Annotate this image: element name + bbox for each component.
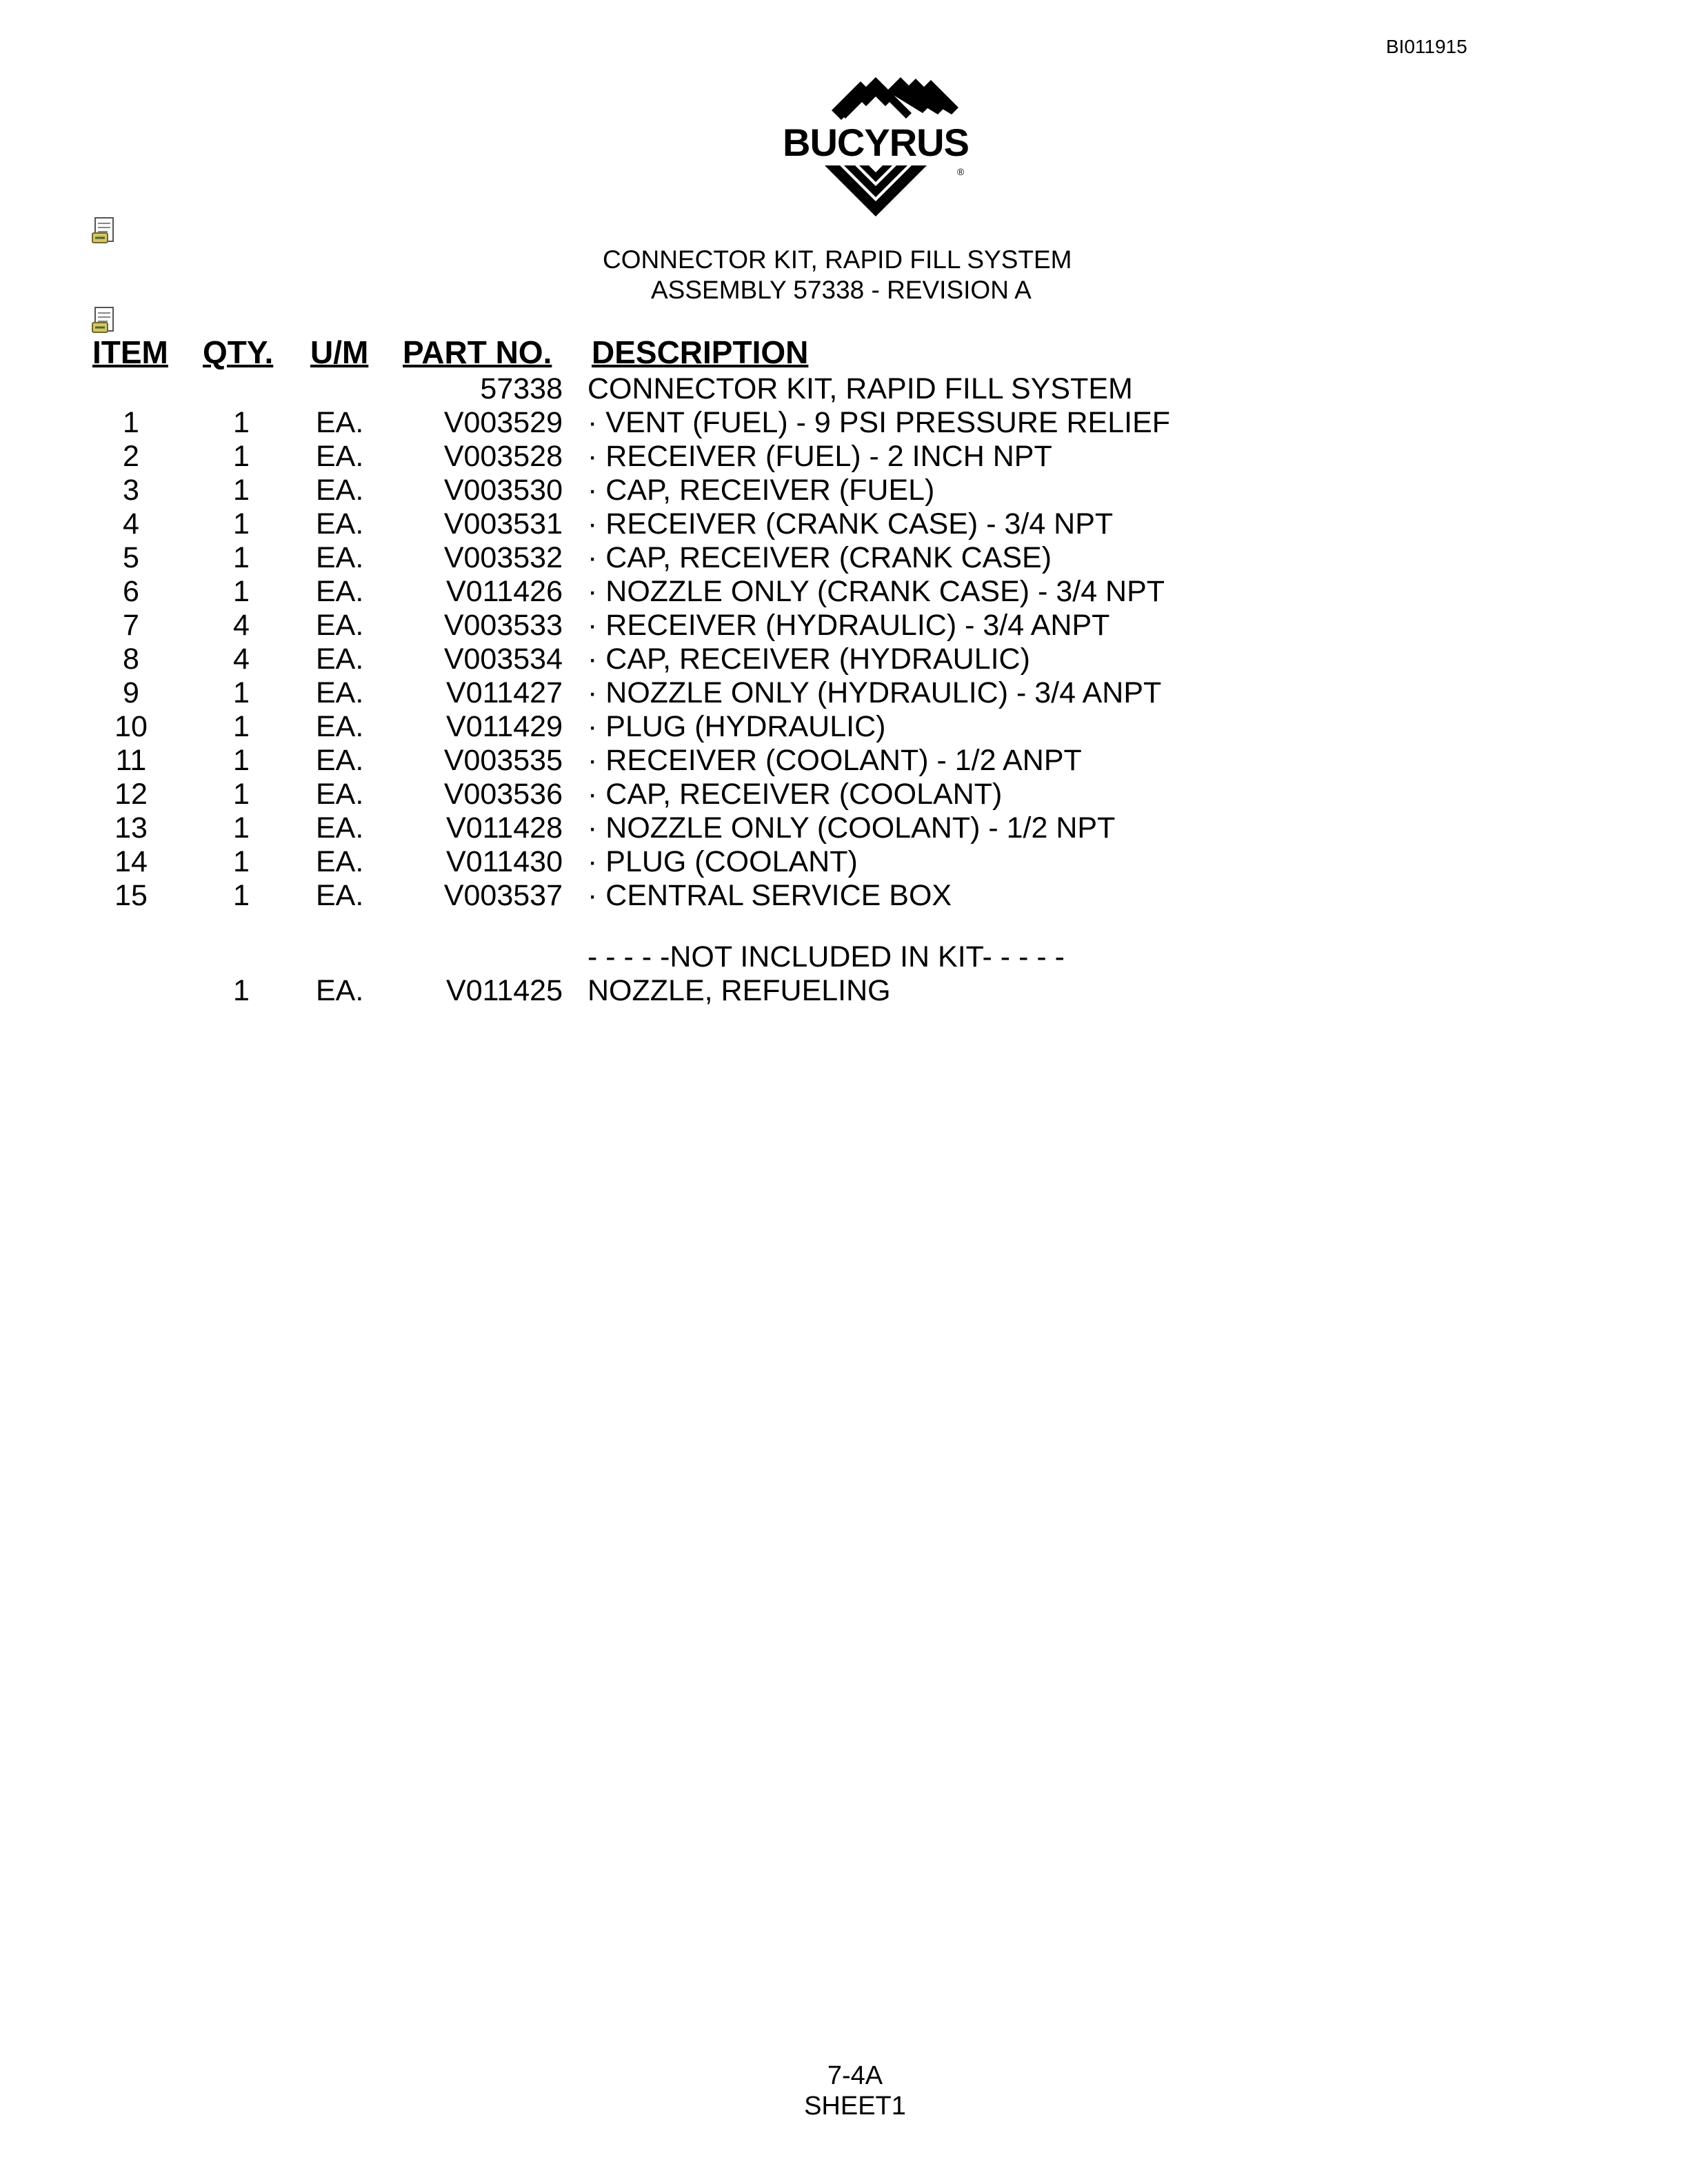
- cell-um: EA.: [316, 643, 364, 676]
- not-included-separator: [0, 940, 1688, 974]
- sheet-label: SHEET1: [804, 2092, 906, 2121]
- cell-description: · VENT (FUEL) - 9 PSI PRESSURE RELIEF: [587, 406, 1171, 439]
- cell-description: · CAP, RECEIVER (HYDRAULIC): [587, 643, 1030, 676]
- document-title: CONNECTOR KIT, RAPID FILL SYSTEM: [603, 245, 1072, 274]
- cell-description: NOZZLE, REFUELING: [587, 974, 891, 1007]
- cell-um: EA.: [316, 609, 364, 642]
- cell-part-no: V003528: [443, 440, 563, 473]
- cell-description: · PLUG (HYDRAULIC): [587, 710, 886, 743]
- cell-description: · NOZZLE ONLY (HYDRAULIC) - 3/4 ANPT: [587, 676, 1162, 709]
- cell-description: · CAP, RECEIVER (CRANK CASE): [587, 541, 1052, 574]
- cell-qty: 1: [233, 676, 250, 709]
- cell-description: CONNECTOR KIT, RAPID FILL SYSTEM: [587, 372, 1133, 405]
- cell-item: 3: [123, 474, 139, 507]
- cell-part-no: V003536: [443, 778, 563, 811]
- cell-um: EA.: [316, 406, 364, 439]
- table-row: [0, 676, 1688, 710]
- cell-part-no: V011428: [446, 811, 563, 845]
- cell-part-no: V003532: [443, 541, 563, 574]
- document-note-icon[interactable]: [91, 216, 117, 245]
- table-row: [0, 372, 1688, 406]
- cell-qty: 4: [233, 643, 250, 676]
- table-row: [0, 541, 1688, 575]
- cell-part-no: V003537: [443, 879, 563, 912]
- page-number: 7-4A: [827, 2061, 883, 2090]
- cell-description: · CAP, RECEIVER (COOLANT): [587, 778, 1003, 811]
- cell-description: · RECEIVER (FUEL) - 2 INCH NPT: [587, 440, 1052, 473]
- cell-um: EA.: [316, 575, 364, 608]
- table-row: [0, 879, 1688, 913]
- cell-part-no: V003529: [443, 406, 563, 439]
- cell-item: 12: [114, 778, 148, 811]
- cell-um: EA.: [316, 541, 364, 574]
- cell-item: 14: [114, 845, 148, 878]
- table-row: [0, 440, 1688, 474]
- document-note-icon[interactable]: [91, 306, 117, 335]
- svg-text:BUCYRUS: BUCYRUS: [783, 121, 969, 164]
- cell-qty: 1: [233, 710, 250, 743]
- separator-text: - - - - -NOT INCLUDED IN KIT- - - - -: [587, 940, 1065, 973]
- cell-qty: 1: [233, 474, 250, 507]
- cell-qty: 1: [233, 744, 250, 777]
- column-header-qty: QTY.: [203, 334, 274, 370]
- cell-qty: 1: [233, 778, 250, 811]
- cell-part-no: V011425: [446, 974, 563, 1007]
- cell-item: 6: [123, 575, 139, 608]
- cell-part-no: V003533: [443, 609, 563, 642]
- cell-qty: 1: [233, 440, 250, 473]
- svg-text:®: ®: [957, 166, 965, 177]
- cell-item: 2: [123, 440, 139, 473]
- table-row: [0, 710, 1688, 744]
- column-header-part-no: PART NO.: [403, 334, 552, 370]
- column-header-description: DESCRIPTION: [592, 334, 809, 370]
- cell-part-no: V011427: [446, 676, 563, 709]
- cell-um: EA.: [316, 974, 364, 1007]
- cell-description: · NOZZLE ONLY (CRANK CASE) - 3/4 NPT: [587, 575, 1165, 608]
- cell-um: EA.: [316, 676, 364, 709]
- cell-item: 13: [114, 811, 148, 845]
- bucyrus-logo: [758, 74, 993, 219]
- cell-qty: 1: [233, 575, 250, 608]
- cell-qty: 1: [233, 811, 250, 845]
- document-id: BI011915: [1386, 36, 1467, 57]
- table-row: [0, 643, 1688, 676]
- assembly-revision: ASSEMBLY 57338 - REVISION A: [651, 276, 1032, 304]
- cell-part-no: V003534: [443, 643, 563, 676]
- cell-um: EA.: [316, 879, 364, 912]
- cell-description: · CAP, RECEIVER (FUEL): [587, 474, 935, 507]
- cell-description: · RECEIVER (COOLANT) - 1/2 ANPT: [587, 744, 1082, 777]
- cell-part-no: V011429: [446, 710, 563, 743]
- cell-item: 10: [114, 710, 148, 743]
- cell-description: · RECEIVER (CRANK CASE) - 3/4 NPT: [587, 507, 1114, 540]
- column-header-um: U/M: [310, 334, 369, 370]
- cell-part-no: V011426: [446, 575, 563, 608]
- column-header-item: ITEM: [92, 334, 168, 370]
- table-row: [0, 845, 1688, 879]
- table-row-not-included: [0, 974, 1688, 1008]
- table-row: [0, 406, 1688, 440]
- cell-item: 7: [123, 609, 139, 642]
- cell-um: EA.: [316, 845, 364, 878]
- cell-description: · PLUG (COOLANT): [587, 845, 858, 878]
- cell-item: 9: [123, 676, 139, 709]
- cell-description: · CENTRAL SERVICE BOX: [587, 879, 952, 912]
- cell-qty: 1: [233, 507, 250, 540]
- cell-item: 5: [123, 541, 139, 574]
- cell-description: · NOZZLE ONLY (COOLANT) - 1/2 NPT: [587, 811, 1116, 845]
- cell-um: EA.: [316, 744, 364, 777]
- table-row: [0, 744, 1688, 778]
- cell-qty: 1: [233, 974, 250, 1007]
- cell-um: EA.: [316, 778, 364, 811]
- cell-um: EA.: [316, 440, 364, 473]
- cell-qty: 1: [233, 541, 250, 574]
- cell-item: 15: [114, 879, 148, 912]
- cell-um: EA.: [316, 474, 364, 507]
- table-row: [0, 575, 1688, 609]
- table-row: [0, 507, 1688, 541]
- cell-part-no: V003531: [443, 507, 563, 540]
- cell-part-no: V003535: [443, 744, 563, 777]
- cell-um: EA.: [316, 811, 364, 845]
- cell-part-no: 57338: [480, 372, 563, 405]
- cell-qty: 1: [233, 845, 250, 878]
- cell-qty: 1: [233, 879, 250, 912]
- cell-um: EA.: [316, 507, 364, 540]
- cell-qty: 4: [233, 609, 250, 642]
- cell-qty: 1: [233, 406, 250, 439]
- table-row: [0, 811, 1688, 845]
- cell-item: 4: [123, 507, 139, 540]
- cell-item: 1: [123, 406, 139, 439]
- cell-part-no: V011430: [446, 845, 563, 878]
- cell-description: · RECEIVER (HYDRAULIC) - 3/4 ANPT: [587, 609, 1110, 642]
- cell-um: EA.: [316, 710, 364, 743]
- cell-part-no: V003530: [443, 474, 563, 507]
- table-row: [0, 778, 1688, 811]
- table-row: [0, 609, 1688, 643]
- cell-item: 8: [123, 643, 139, 676]
- cell-item: 11: [115, 744, 147, 777]
- table-row: [0, 474, 1688, 507]
